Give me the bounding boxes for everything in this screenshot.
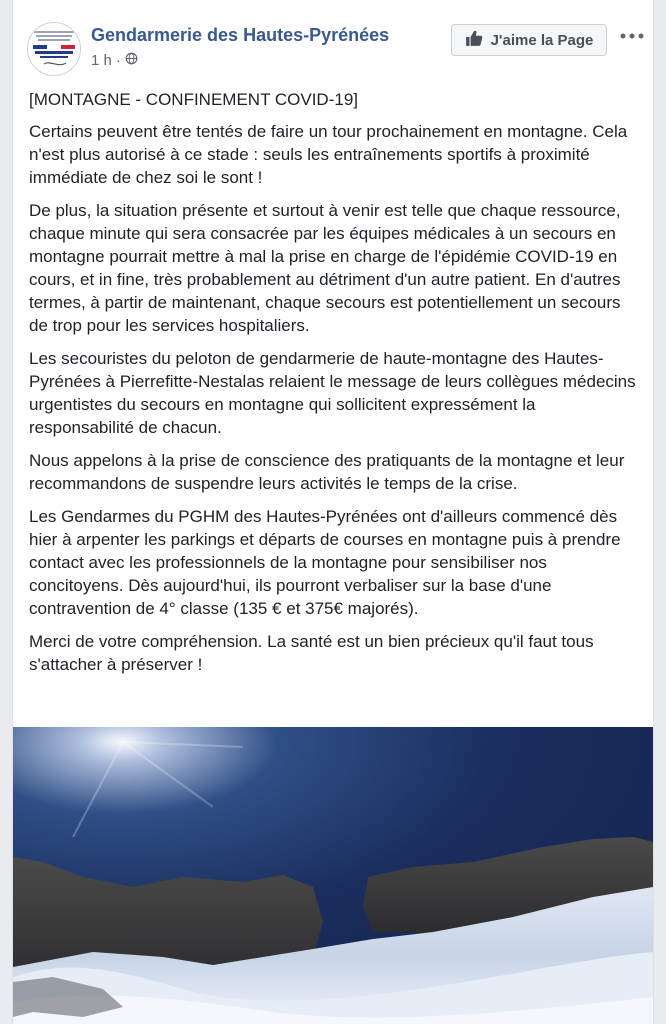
thumbs-up-icon — [465, 29, 483, 51]
post-paragraph: Les secouristes du peloton de gendarmerie de haute-montagne des Hautes-Pyrénées à Pierrefitte-Nestalas relaient le message de leurs collègues médecins urgentistes du secours en montagne qui sollicitent expressément la responsabilité de chacun. — [29, 349, 636, 437]
post-timestamp[interactable]: 1 h — [91, 52, 112, 69]
meta-separator: · — [115, 52, 121, 69]
like-page-label: J'aime la Page — [490, 31, 594, 49]
post-paragraph: Merci de votre compréhension. La santé est un bien précieux qu'il faut tous s'attacher à préserver ! — [29, 632, 594, 674]
more-options-icon[interactable] — [617, 24, 647, 48]
snowy-mountain-photo — [13, 727, 653, 1024]
post-paragraph: Nous appelons à la prise de conscience des pratiquants de la montagne et leur recommandons de suspendre leurs activités le temps de la crise. — [29, 451, 625, 493]
post-photo[interactable] — [13, 727, 653, 1024]
post-paragraph: Certains peuvent être tentés de faire un tour prochainement en montagne. Cela n'est plus autorisé à ce stade : seuls les entraînements sportifs à proximité immédiate de chez soi le sont ! — [29, 122, 628, 187]
post-paragraph: Les Gendarmes du PGHM des Hautes-Pyrénées ont d'ailleurs commencé dès hier à arpenter les parkings et départs de courses en montagne puis à prendre contact avec les professionnels de la montagne pour sensibiliser nos concitoyens. Dès aujourd'hui, ils pourront verbaliser sur la base d'une contravention de 4° classe (135 € et 375€ majorés). — [29, 507, 621, 618]
post-body — [29, 88, 641, 686]
post-meta — [91, 52, 138, 69]
post-title: [MONTAGNE - CONFINEMENT COVID-19] — [29, 90, 359, 109]
globe-icon — [125, 52, 138, 69]
post-paragraph: De plus, la situation présente et surtout à venir est telle que chaque ressource, chaque minute qui sera consacrée par les équipes médicales à un secours en montagne pourrait mettre à mal la prise en charge de l'épidémie COVID-19 en cours, et in fine, très probablement au détriment d'un autre patient. En d'autres termes, à partir de maintenant, chaque secours est potentiellement un secours de trop pour les services hospitaliers. — [29, 201, 621, 335]
page-avatar[interactable] — [27, 22, 81, 76]
page-name-link[interactable]: Gendarmerie des Hautes-Pyrénées — [91, 25, 390, 45]
like-page-button[interactable] — [451, 24, 607, 56]
gendarmerie-logo — [28, 23, 80, 75]
post-header — [13, 0, 653, 80]
post-card — [12, 0, 654, 1024]
